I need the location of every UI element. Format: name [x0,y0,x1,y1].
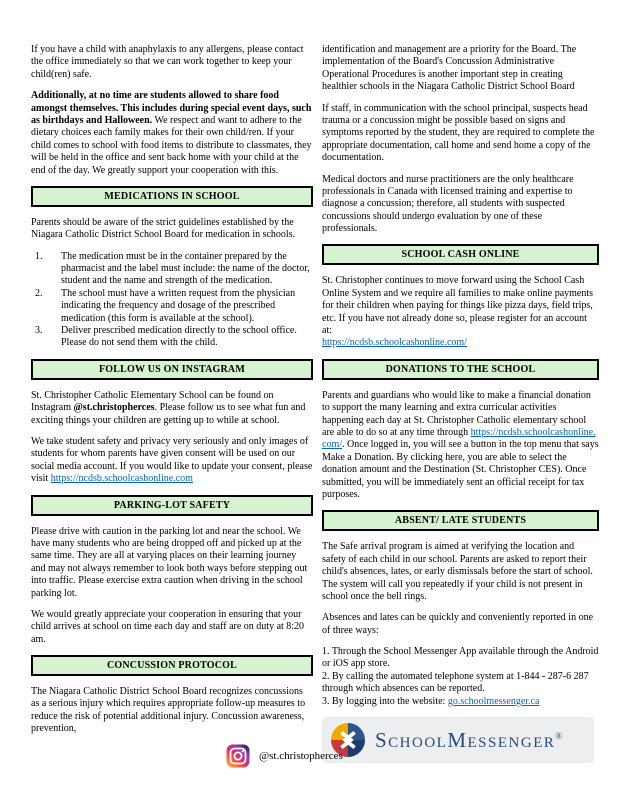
concussion-paragraph-2: identification and management are a priority for the Board. The implementation of the Board's Concussion Administrative Operational Procedures is another important step in creating healthier schools in the Niagara Catholic District School Board [322,44,577,93]
footer-instagram [226,744,343,768]
safe-arrival-paragraph-1: The Safe arrival program is aimed at verifying the location and safety of each child in our school. Parents are asked to report their child's absences, lates, or early dismissals before the start of school. The system will call you repeatedly if your child is not present in school once the bell rings. [322,541,593,602]
donations-paragraph [322,390,599,502]
list-item-text: The medication must be in the container prepared by the pharmacist and the label must include: the name of the doctor, student and the name and strength of the medication. [61,250,310,287]
list-item-number: 3. [35,325,43,337]
allergy-bold-text: Additionally, at no time are students allowed to share food amongst themselves. This includes during special event days, such as birthdays and Halloween. [31,90,312,126]
donations-text-post: . Once logged in, you will see a button in the top menu that says Make a Donation. By clicking here, you are able to select the donation amount and the Destination (St. Christopher CES). Once submitted, you will be immediately sent an official receipt for tax purposes. [322,439,599,500]
registered-trademark-symbol: ® [555,730,563,741]
medications-list [31,251,313,350]
instagram-text-post: . Please follow us to see what fun and exciting things your children are getting up to while at school. [31,402,306,426]
list-item [31,288,313,325]
absent-item-3-text: 3. By logging into the website: [322,695,448,707]
section-header-absent-late: ABSENT/ LATE STUDENTS [322,510,599,531]
section-header-parking: PARKING-LOT SAFETY [31,495,313,516]
list-item-text: Deliver prescribed medication directly to the school office. Please do not send them with the child. [61,325,297,349]
donations-text-pre: Parents and guardians who would like to make a financial donation to support the many learning and extra curricular activities happening each day at St. Christopher Catholic elementary school are able to do so at any time through [322,389,591,438]
instagram-handle-bold: @st.christopherces [73,402,155,414]
allergy-regular-text: We respect and want to adhere to the dietary choices each family makes for their own child/ren. If your child comes to school with food items to distribute to classmates, they will be held in the office and sent back home with your child at the end of the day. We greatly support your cooperation with this. [31,114,312,176]
section-header-medications: MEDICATIONS IN SCHOOL [31,186,313,207]
instagram-paragraph-1 [31,390,313,427]
list-item-number: 1. [35,250,43,262]
concussion-paragraph-4: Medical doctors and nurse practitioners are the only healthcare professionals in Canada with licensed training and expertise to diagnose a concussion; therefore, all students with suspected concussions should undergo evaluation by one of these professionals. [322,173,574,235]
donations-link[interactable]: https://ncdsb.schoolcashonline.com/ [322,426,596,451]
cash-online-text: St. Christopher continues to move forward using the School Cash Online System and we require all families to make online payments for their children when paying for things like pizza days, field trips, etc. If you have not already done so, please register for an account at: [322,275,594,337]
instagram-paragraph-2 [31,436,313,486]
instagram-text-pre: St. Christopher Catholic Elementary School can be found on Instagram [31,389,274,414]
instagram-icon [226,744,250,768]
schoolmessenger-logo-text: SchoolMessenger® [375,727,563,752]
schoolmessenger-website-link[interactable]: go.schoolmessenger.ca [447,695,540,707]
allergy-paragraph-2 [31,90,313,177]
list-item [31,251,313,288]
absent-report-item-3 [322,696,599,708]
cash-online-link[interactable]: https://ncdsb.schoolcashonline.com/ [322,337,467,349]
section-header-instagram: FOLLOW US ON INSTAGRAM [31,359,313,380]
consent-text: We take student safety and privacy very seriously and only images of students for whom parents have given consent will be used on our social media account. If you would like to update your consent, please visit [31,435,313,485]
concussion-paragraph-1: The Niagara Catholic District School Board recognizes concussions as a serious injury which requires appropriate follow-up measures to reduce the risk of potential additional injury. Concussion awareness, prevention, [31,686,306,735]
medications-intro: Parents should be aware of the strict guidelines established by the Niagara Catholic District School Board for medication in schools. [31,216,296,241]
section-header-cash-online: SCHOOL CASH ONLINE [322,244,599,265]
allergy-paragraph-1: If you have a child with anaphylaxis to any allergens, please contact the office immediately so that we can work together to keep your child(ren) safe. [31,44,304,80]
schoolmessenger-logo [322,717,594,763]
section-header-donations: DONATIONS TO THE SCHOOL [322,359,599,380]
consent-update-link[interactable]: https://ncdsb.schoolcashonline.com [50,473,193,485]
safe-arrival-paragraph-2: Absences and lates can be quickly and conveniently reported in one of three ways: [322,612,594,636]
parking-paragraph-2: We would greatly appreciate your cooperation in ensuring that your child arrives at school on time each day and staff are on duty at 8:20 am. [31,608,305,645]
section-header-concussion: CONCUSSION PROTOCOL [31,655,313,676]
absent-report-item-2: 2. By calling the automated telephone system at 1-844 - 287-6 287 through which absences can be reported. [322,670,589,695]
concussion-paragraph-3: If staff, in communication with the school principal, suspects head trauma or a concussion might be possible based on signs and symptoms reported by the student, they are required to complete the appropriate documentation, call home and send home a copy of the documentation. [322,102,595,164]
right-column [322,44,599,763]
list-item-text: The school must have a written request from the physician indicating the frequency and dosage of the prescribed medication (this form is available at the school). [61,287,296,324]
instagram-handle: @st.christopherces [259,750,343,762]
list-item [31,325,313,350]
left-column [31,44,313,745]
cash-online-paragraph [322,275,599,349]
list-item-number: 2. [35,287,43,299]
absent-report-item-1: 1. Through the School Messenger App available through the Android or iOS app store. [322,646,599,670]
parking-paragraph-1: Please drive with caution in the parking lot and near the school. We have many students who are being dropped off and picked up at the same time. They are all at varying places on their learning journey and may not always remember to look both ways before stepping out into traffic. Please exercise extra caution when driving in the school parking lot. [31,525,308,599]
